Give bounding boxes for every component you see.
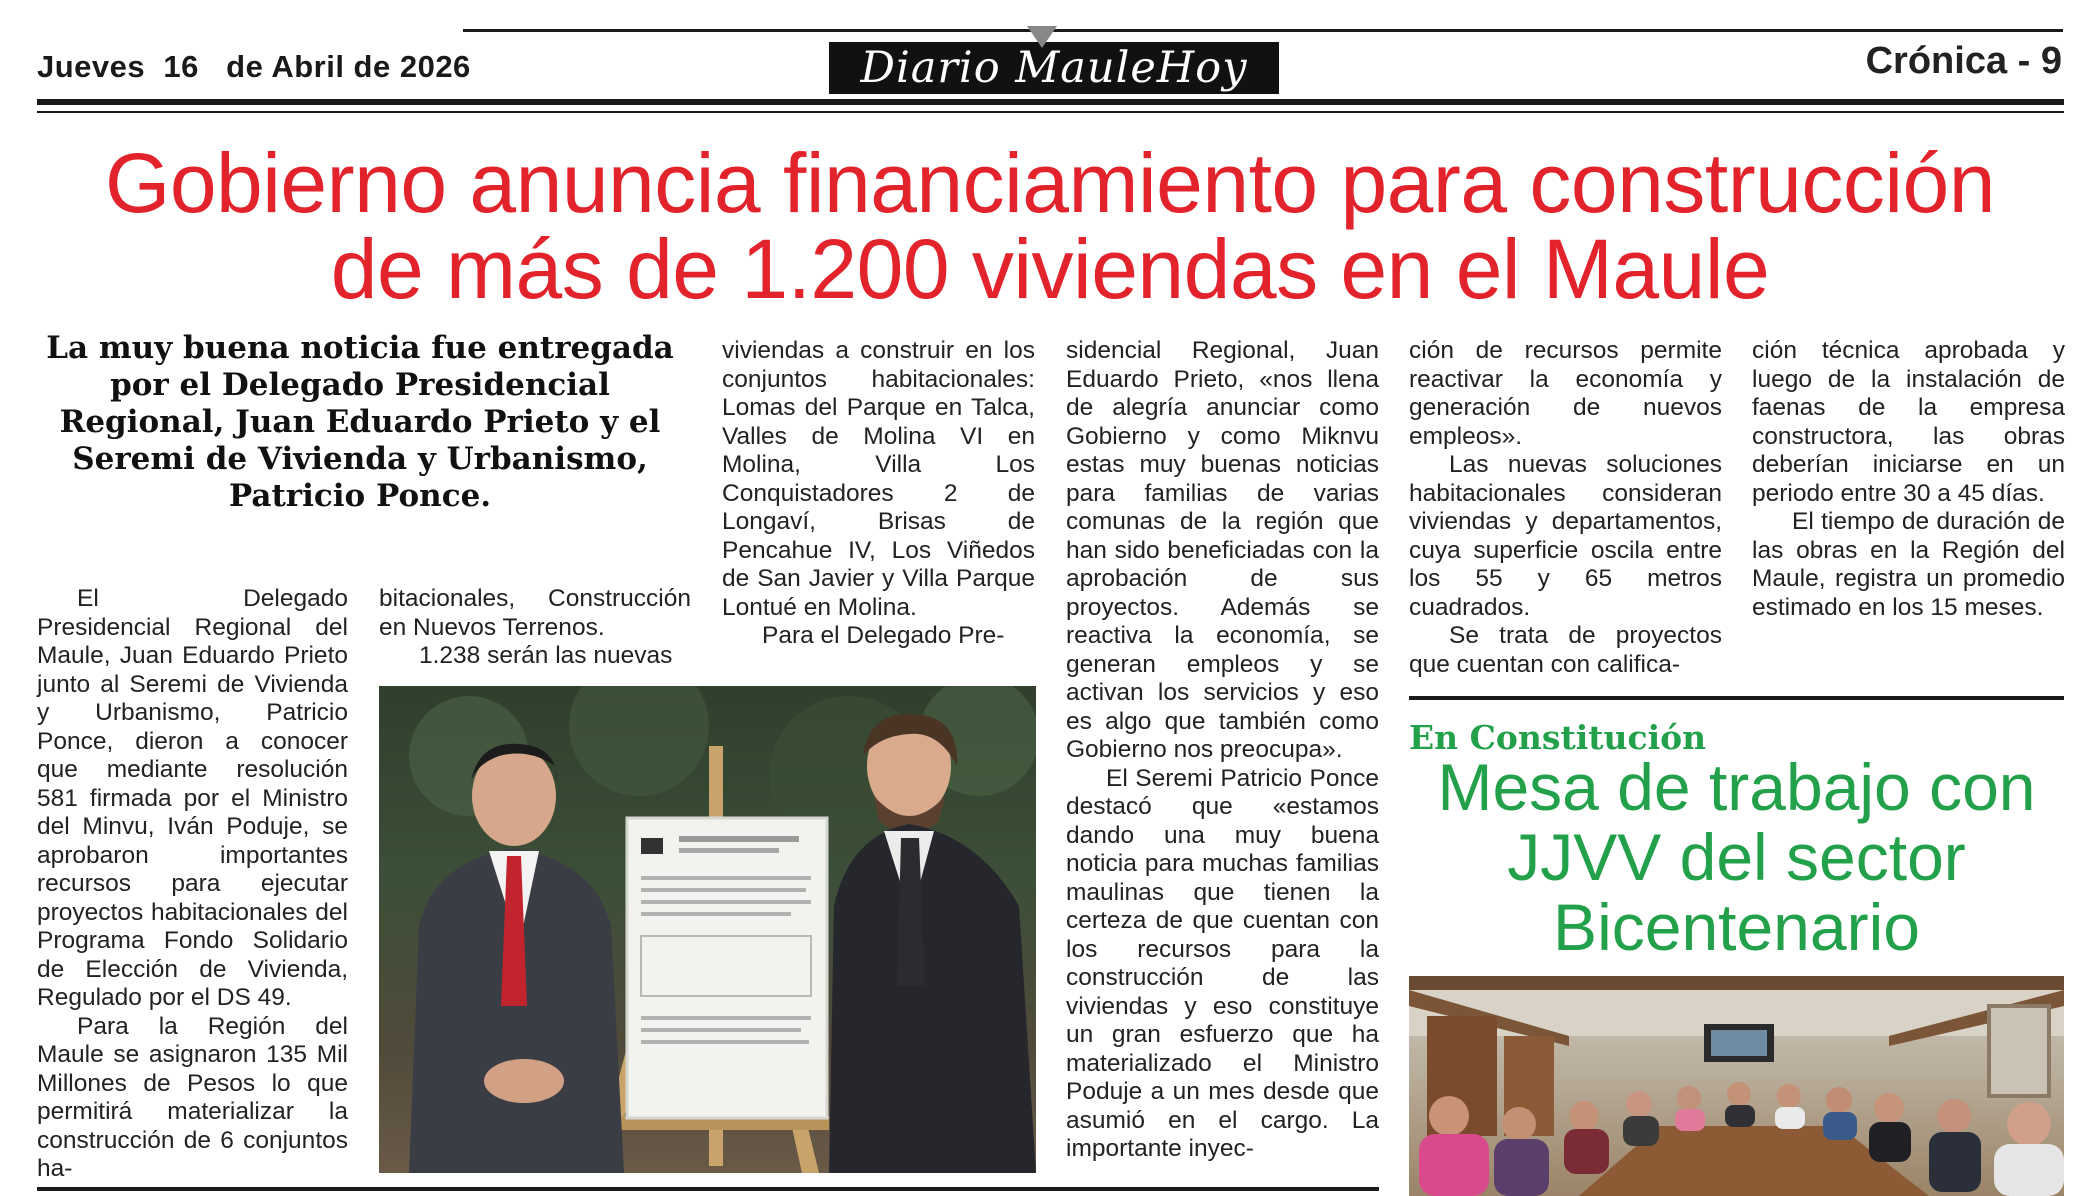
publication-logo: Diario MauleHoy bbox=[860, 43, 1248, 93]
col5-paragraph-2: Las nuevas soluciones habitacionales consideran viviendas y departamentos, cuya superficie oscila entre los 55 y 65 metros cuadrados. bbox=[1409, 451, 1722, 621]
side-story-title: Mesa de trabajo con JJVV del sector Bicentenario bbox=[1437, 750, 2036, 964]
side-story-rule bbox=[1409, 696, 2064, 700]
col2-paragraph-1: bitacionales, Construcción en Nuevos Terrenos. bbox=[379, 585, 691, 641]
col1-paragraph-1: El Delegado Presidencial Regional del Maule, Juan Eduardo Prieto junto al Seremi de Vivienda y Urbanismo, Patricio Ponce, dieron a conocer que mediante resolución 581 firmada por el Ministro del Minvu, Iván Poduje, se aprobaron importantes recursos para ejecutar proyectos habitacionales del Programa Fondo Solidario de Elección de Vivienda, Regulado por el DS 49. bbox=[37, 585, 348, 1011]
column-2 bbox=[379, 585, 691, 671]
story-lead: La muy buena noticia fue entregada por el Delegado Presidencial Regional, Juan Eduardo Prieto y el Seremi de Vivienda y Urbanismo, Patricio Ponce. bbox=[46, 330, 674, 514]
community-meeting-photo bbox=[1409, 976, 2064, 1196]
main-story-photo bbox=[379, 686, 1036, 1173]
meeting-photo bbox=[1409, 976, 2064, 1196]
col2-paragraph-2: 1.238 serán las nuevas bbox=[419, 642, 673, 669]
side-story-kicker: En Constitución bbox=[1409, 718, 1707, 757]
col4-paragraph-1: sidencial Regional, Juan Eduardo Prieto, «nos llena de alegría anunciar como Gobierno y como Miknvu estas muy buenas noticias para familias de varias comunas de la región que han sido beneficiadas con la aprobación de sus proyectos. Además se reactiva la economía, se generan empleos y se activan los servicios y eso es algo que también como Gobierno nos preocupa». bbox=[1066, 337, 1379, 763]
column-6 bbox=[1752, 337, 2065, 622]
officials-with-resolution-photo bbox=[379, 686, 1036, 1173]
col4-paragraph-2: El Seremi Patricio Ponce destacó que «estamos dando una muy buena noticia para muchas familias maulinas que tienen la certeza de que cuentan con los recursos para la construcción de las viviendas y eso constituye un gran esfuerzo que ha materializado el Ministro Poduje a un mes desde que asumió en el cargo. La importante inyec- bbox=[1066, 764, 1379, 1162]
masthead-thick-rule bbox=[37, 99, 2064, 105]
section-page-label: Crónica - 9 bbox=[1865, 40, 2062, 82]
column-5 bbox=[1409, 337, 1722, 679]
column-1 bbox=[37, 585, 348, 1184]
headline-line-2: de más de 1.200 viviendas en el Maule bbox=[330, 222, 1770, 316]
top-thin-rule bbox=[463, 29, 2063, 32]
col5-paragraph-3: Se trata de proyectos que cuentan con califica- bbox=[1409, 622, 1722, 678]
issue-date: Jueves 16 de Abril de 2026 bbox=[37, 49, 471, 84]
col3-paragraph-2: Para el Delegado Pre- bbox=[762, 622, 1005, 649]
col6-paragraph-1: ción técnica aprobada y luego de la instalación de faenas de la empresa constructora, las obras deberían iniciarse en un periodo entre 30 a 45 días. bbox=[1752, 337, 2065, 507]
col6-paragraph-2: El tiempo de duración de las obras en la Región del Maule, registra un promedio estimado en los 15 meses. bbox=[1752, 508, 2065, 621]
column-3 bbox=[722, 337, 1035, 651]
col1-paragraph-2: Para la Región del Maule se asignaron 135 Mil Millones de Pesos lo que permitirá materializar la construcción de 6 conjuntos ha- bbox=[37, 1012, 348, 1182]
bottom-rule-main bbox=[37, 1187, 1379, 1191]
col3-paragraph-1: viviendas a construir en los conjuntos habitacionales: Lomas del Parque en Talca, Valles de Molina VI en Molina, Villa Los Conquistadores 2 de Longaví, Brisas de Pencahue IV, Los Viñedos de San Javier y Villa Parque Lontué en Molina. bbox=[722, 337, 1035, 621]
column-4 bbox=[1066, 337, 1379, 1164]
masthead-thin-rule bbox=[37, 111, 2064, 113]
headline-line-1: Gobierno anuncia financiamiento para construcción bbox=[105, 136, 1995, 230]
col5-paragraph-1: ción de recursos permite reactivar la economía y generación de nuevos empleos». bbox=[1409, 337, 1722, 450]
main-headline bbox=[40, 136, 2060, 316]
